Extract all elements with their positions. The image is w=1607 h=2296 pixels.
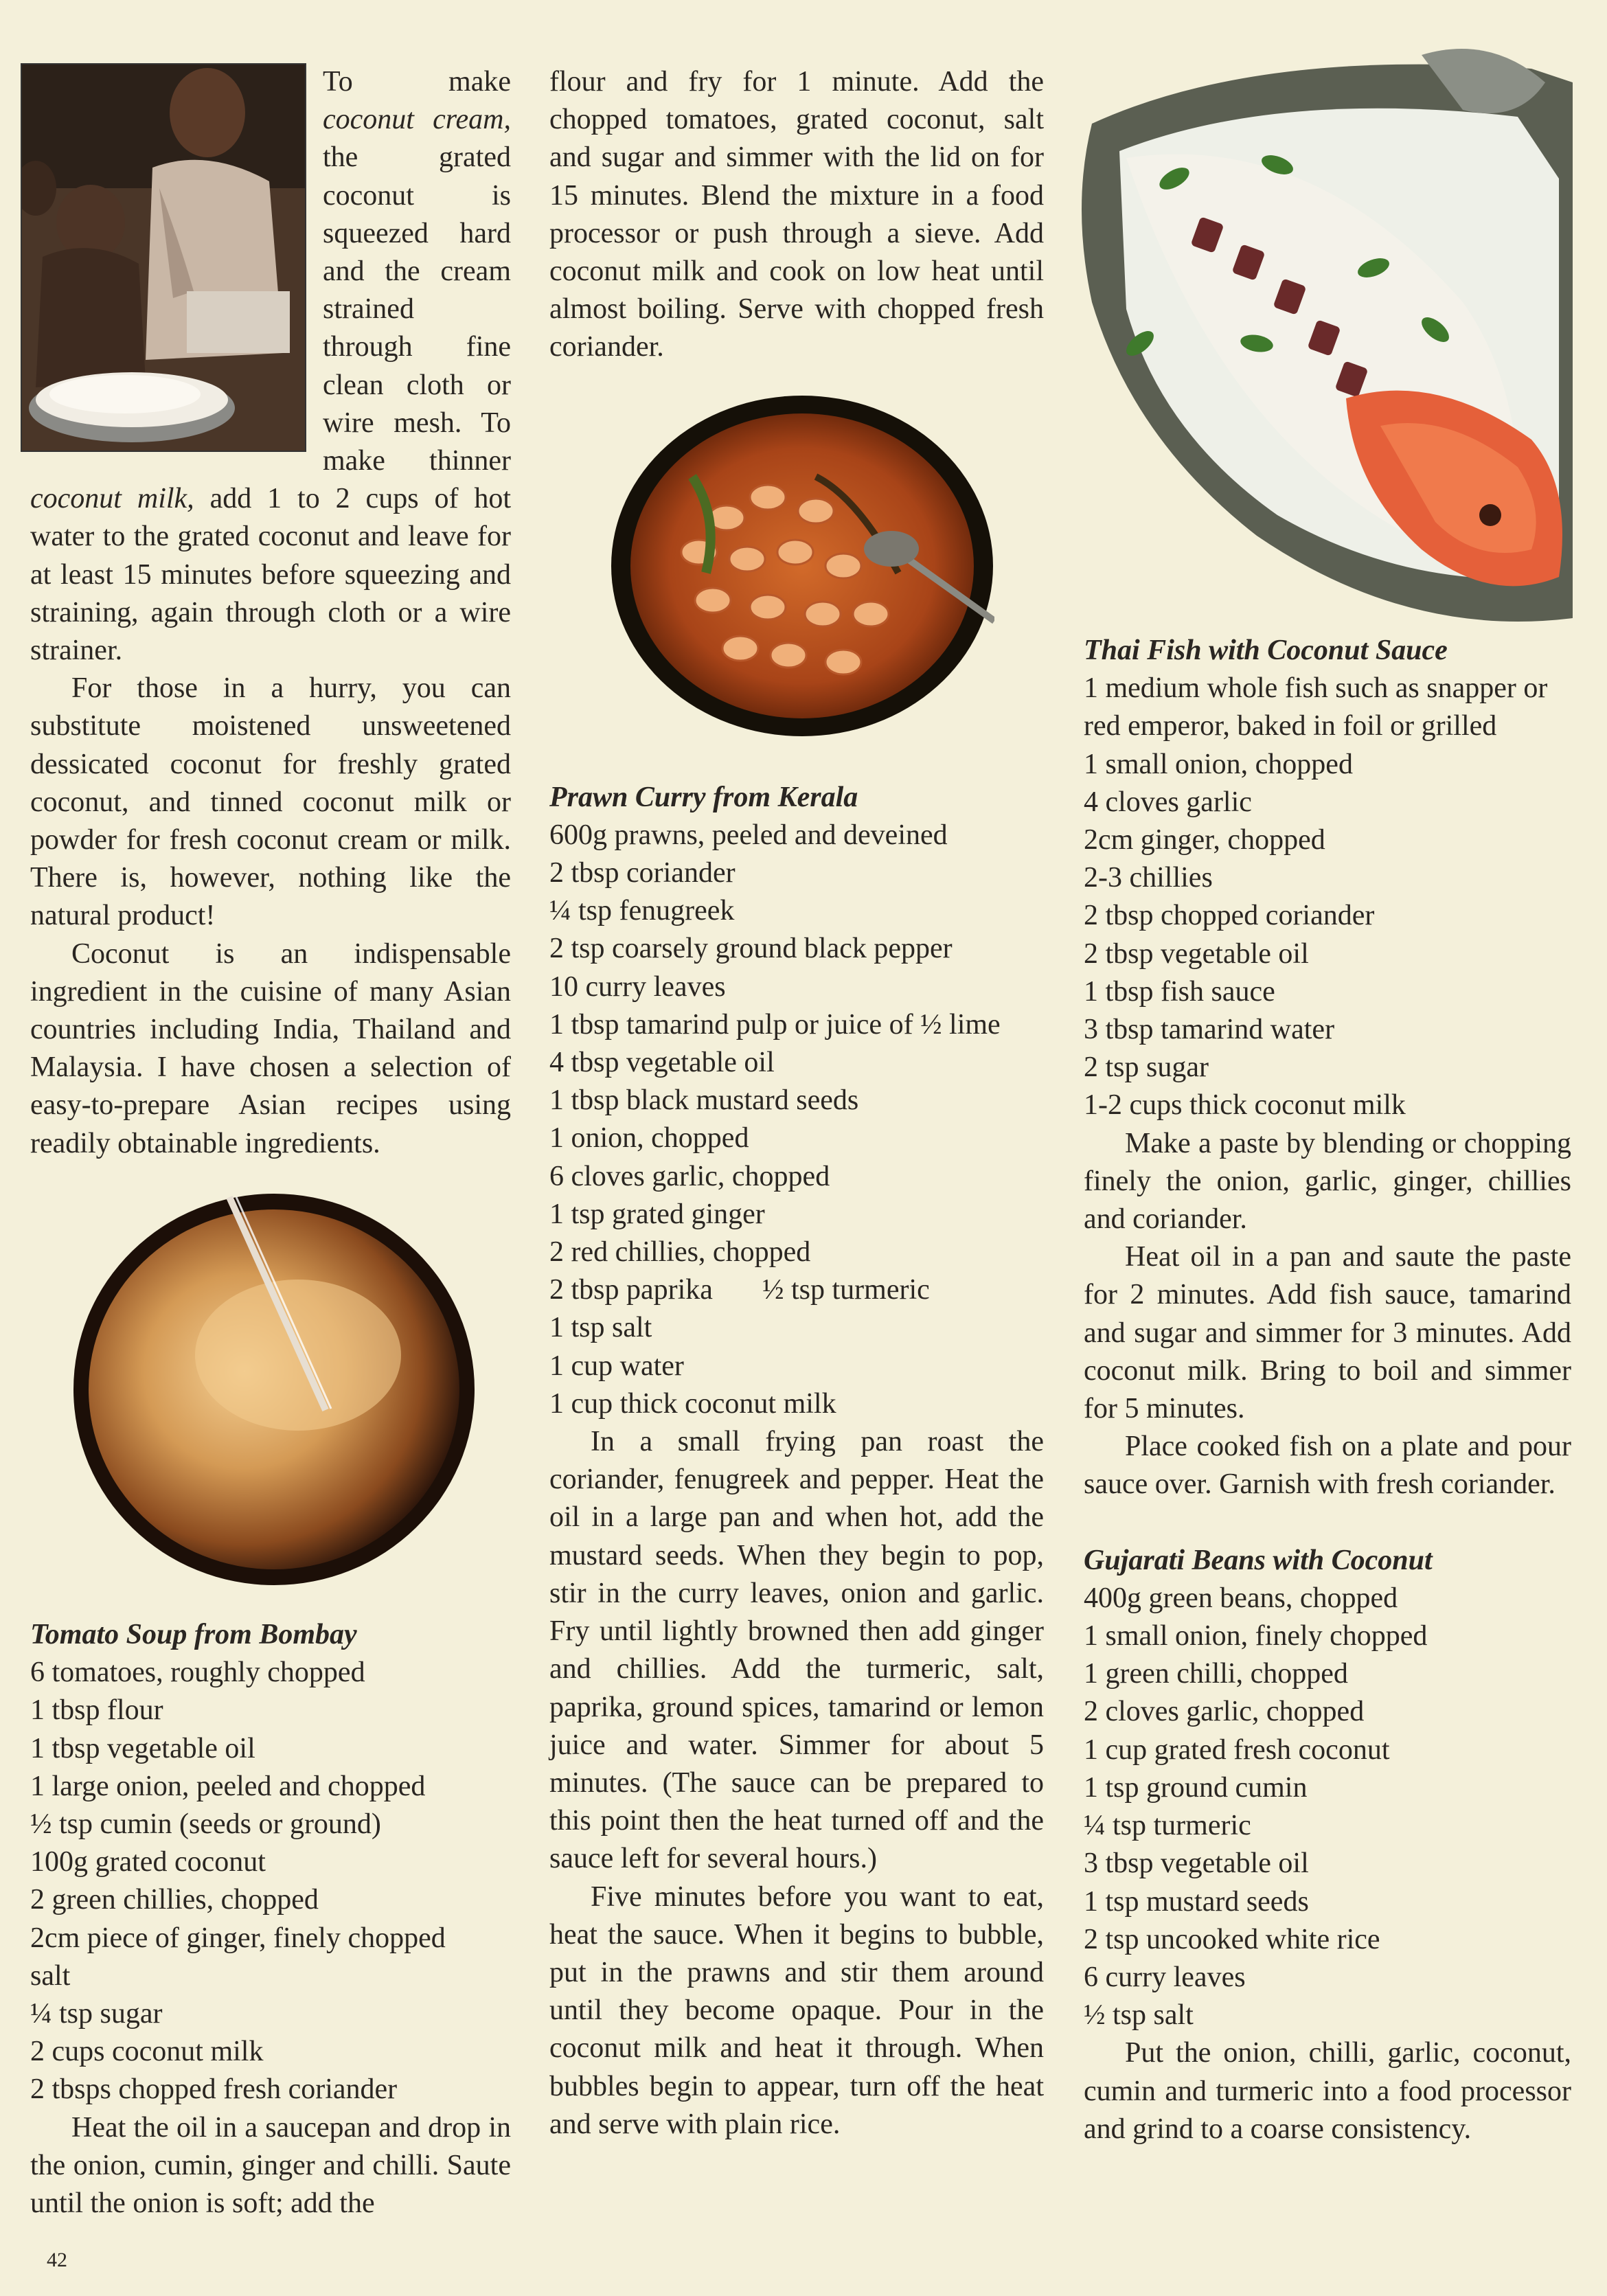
thai-fish-method-2: Heat oil in a pan and saute the paste for 2 minutes. Add fish sauce, tamarind and sugar and simmer for 3 minutes. Add coconut milk. Bring to boil and simmer for 5 minutes. <box>1084 1241 1571 1425</box>
ingredient: 2 tbsp vegetable oil <box>1084 937 1309 970</box>
ingredient: 2 tbsp coriander <box>549 857 736 889</box>
column-right <box>1084 632 1571 2148</box>
ingredient: 2 cloves garlic, chopped <box>1084 1696 1365 1728</box>
ingredient: 1 tbsp flour <box>30 1694 163 1727</box>
ingredient: 6 curry leaves <box>1084 1961 1246 1993</box>
prawn-curry-photo <box>610 394 994 738</box>
ingredient: 4 cloves garlic <box>1084 786 1252 818</box>
ingredient: 2 tbsp chopped coriander <box>1084 900 1375 932</box>
ingredient: 1 tsp grated ginger <box>549 1198 765 1230</box>
ingredient: ½ tsp turmeric <box>762 1274 930 1306</box>
ingredient: 1 green chilli, chopped <box>1084 1658 1348 1690</box>
ingredient: salt <box>30 1959 71 1992</box>
ingredient: 1 cup thick coconut milk <box>549 1387 836 1420</box>
ingredient: 1 medium whole fish such as snapper or red emperor, baked in foil or grilled <box>1084 672 1548 742</box>
prawn-curry-title: Prawn Curry from Kerala <box>549 781 858 813</box>
thai-fish-method-1: Make a paste by blending or chopping finely the onion, garlic, ginger, chillies and coriander. <box>1084 1127 1571 1236</box>
ingredient: 2 green chillies, chopped <box>30 1884 319 1916</box>
ingredient: 1 tsp salt <box>549 1312 652 1344</box>
ingredient: 600g prawns, peeled and deveined <box>549 819 948 851</box>
ingredient: 2 tbsps chopped fresh coriander <box>30 2073 398 2106</box>
ingredient: 1 tsp ground cumin <box>1084 1771 1308 1804</box>
ingredient: 3 tbsp vegetable oil <box>1084 1848 1309 1880</box>
ingredient-pair <box>549 1271 1044 1309</box>
tomato-soup-ingredients <box>30 1654 511 2109</box>
ingredient: 1 cup grated fresh coconut <box>1084 1734 1390 1766</box>
ingredient: 2 red chillies, chopped <box>549 1236 811 1269</box>
ingredient: 1 small onion, chopped <box>1084 748 1353 780</box>
coconut-squeezing-photo <box>21 63 306 452</box>
tomato-soup-photo <box>71 1190 497 1589</box>
column-left <box>30 63 511 2223</box>
ingredient: 1 tbsp tamarind pulp or juice of ½ lime <box>549 1008 1001 1041</box>
prawn-curry-ingredients <box>549 817 1044 1423</box>
thai-fish-photo <box>1051 41 1573 646</box>
ingredient: 2cm piece of ginger, finely chopped <box>30 1922 446 1954</box>
ingredient: 1 tbsp fish sauce <box>1084 975 1275 1008</box>
ingredient: 1 tsp mustard seeds <box>1084 1885 1309 1918</box>
ingredient: 100g grated coconut <box>30 1846 266 1878</box>
gujarati-beans-title: Gujarati Beans with Coconut <box>1084 1544 1433 1576</box>
ingredient: 2cm ginger, chopped <box>1084 824 1325 856</box>
ingredient: 1-2 cups thick coconut milk <box>1084 1089 1406 1122</box>
tomato-soup-method-continued: flour and fry for 1 minute. Add the chopped tomatoes, grated coconut, salt and sugar and simmer with the lid on for 15 minutes. Blend the mixture in a food processor or push through a sieve. Add coconut milk and cook on low heat until almost boiling. Serve with chopped fresh coriander. <box>549 66 1044 363</box>
prawn-curry-method-1: In a small frying pan roast the coriander, fenugreek and pepper. Heat the oil in a large pan and when hot, add the mustard seeds. When they begin to pop, stir in the curry leaves, onion and garlic. Fry until lightly browned then add ginger and chillies. Add the turmeric, salt, paprika, ground spices, tamarind or lemon juice and water. Simmer for about 5 minutes. (The sauce can be prepared to this point then the heat turned off and the sauce left for several hours.) <box>549 1426 1044 1875</box>
gujarati-beans-ingredients <box>1084 1580 1571 2034</box>
ingredient: 1 tbsp vegetable oil <box>30 1732 255 1764</box>
ingredient: ¼ tsp turmeric <box>1084 1810 1251 1842</box>
thai-fish-title: Thai Fish with Coconut Sauce <box>1084 635 1448 666</box>
ingredient: 2 tbsp paprika <box>549 1274 713 1306</box>
ingredient: ¼ tsp sugar <box>30 1997 163 2030</box>
thai-fish-ingredients <box>1084 670 1571 1124</box>
ingredient: 4 tbsp vegetable oil <box>549 1047 775 1079</box>
ingredient: 10 curry leaves <box>549 970 726 1003</box>
ingredient: 6 tomatoes, roughly chopped <box>30 1657 365 1689</box>
ingredient: 400g green beans, chopped <box>1084 1582 1398 1614</box>
ingredient: 2-3 chillies <box>1084 862 1213 894</box>
ingredient: 1 tbsp black mustard seeds <box>549 1084 859 1117</box>
thai-fish-method-3: Place cooked fish on a plate and pour sauce over. Garnish with fresh coriander. <box>1084 1431 1571 1501</box>
ingredient: 6 cloves garlic, chopped <box>549 1160 830 1192</box>
tomato-soup-method: Heat the oil in a saucepan and drop in the onion, cumin, ginger and chilli. Saute until the onion is soft; add the <box>30 2111 511 2219</box>
ingredient: 3 tbsp tamarind water <box>1084 1014 1335 1046</box>
ingredient: 1 onion, chopped <box>549 1122 749 1155</box>
ingredient: ¼ tsp fenugreek <box>549 895 735 927</box>
intro-paragraph-1: To make coconut cream, the grated coconut is squeezed hard and the cream strained through fine clean cloth or wire mesh. To make thinner coconut milk, add 1 to 2 cups of hot water to the grated coconut and leave for at least 15 minutes before squeezing and straining, again through cloth or a wire strainer. <box>30 63 511 670</box>
intro-paragraph-2: For those in a hurry, you can substitute moistened unsweetened dessicated coconut for freshly grated coconut, and tinned coconut milk or powder for fresh coconut cream or milk. There is, however, nothing like the natural product! <box>30 672 511 932</box>
prawn-curry-method-2: Five minutes before you want to eat, heat the sauce. When it begins to bubble, put in the prawns and stir them around until they become opaque. Pour in the coconut milk and heat it through. When bubbles begin to appear, turn off the heat and serve with plain rice. <box>549 1880 1044 2140</box>
intro-paragraph-3: Coconut is an indispensable ingredient in the cuisine of many Asian countries including India, Thailand and Malaysia. I have chosen a selection of easy-to-prepare Asian recipes using readily obtainable ingredients. <box>30 937 511 1159</box>
ingredient: 2 cups coconut milk <box>30 2036 264 2068</box>
page-number: 42 <box>47 2249 67 2271</box>
ingredient: 2 tsp coarsely ground black pepper <box>549 933 953 965</box>
gujarati-beans-method: Put the onion, chilli, garlic, coconut, cumin and turmeric into a food processor and grind to a coarse consistency. <box>1084 2037 1571 2145</box>
ingredient: 2 tsp uncooked white rice <box>1084 1923 1380 1955</box>
ingredient: 1 cup water <box>549 1350 684 1382</box>
ingredient: 2 tsp sugar <box>1084 1052 1209 1084</box>
ingredient: 1 large onion, peeled and chopped <box>30 1770 426 1802</box>
ingredient: ½ tsp cumin (seeds or ground) <box>30 1808 381 1840</box>
ingredient: ½ tsp salt <box>1084 1999 1194 2032</box>
column-middle <box>549 63 1044 2144</box>
tomato-soup-title: Tomato Soup from Bombay <box>30 1618 357 1650</box>
ingredient: 1 small onion, finely chopped <box>1084 1620 1428 1652</box>
